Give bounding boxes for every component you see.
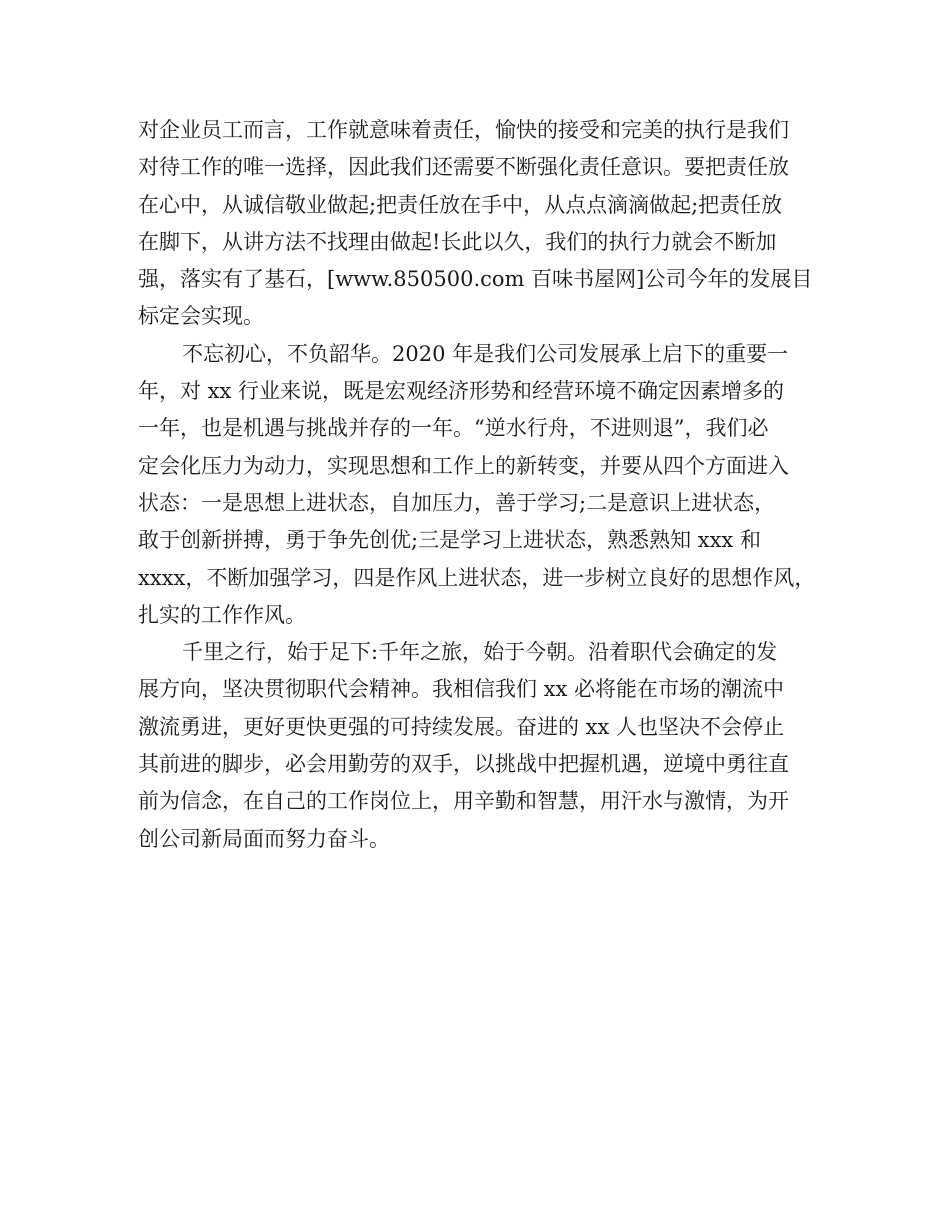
paragraph-3 [138, 634, 828, 858]
text-line: 其前进的脚步，必会用勤劳的双手，以挑战中把握机遇，逆境中勇往直 [138, 752, 789, 777]
text-line: 在脚下，从讲方法不找理由做起!长此以久，我们的执行力就会不断加 [138, 229, 777, 254]
text-line: 不忘初心，不负韶华。2020 年是我们公司发展承上启下的重要一 [182, 341, 789, 366]
text-line: 年，对 xx 行业来说，既是宏观经济形势和经营环境不确定因素增多的 [138, 379, 785, 404]
paragraph-2 [138, 336, 828, 634]
text-line: 前为信念，在自己的工作岗位上，用辛勤和智慧，用汗水与激情，为开 [138, 789, 789, 814]
text-line: 扎实的工作作风。 [138, 602, 306, 627]
text-line: 在心中，从诚信敬业做起;把责任放在手中，从点点滴滴做起;把责任放 [138, 192, 783, 217]
text-line: 标定会实现。 [138, 304, 264, 329]
text-line: 一年，也是机遇与挑战并存的一年。“逆水行舟，不进则退”，我们必 [138, 416, 769, 441]
text-line: 创公司新局面而努力奋斗。 [138, 826, 390, 851]
text-line: 强，落实有了基石，[www.850500.com 百味书屋网]公司今年的发展目 [138, 267, 813, 292]
text-line: 激流勇进，更好更快更强的可持续发展。奋进的 xx 人也坚决不会停止 [138, 714, 785, 739]
text-line: 对企业员工而言，工作就意味着责任，愉快的接受和完美的执行是我们 [138, 118, 789, 142]
paragraph-1 [138, 112, 828, 336]
document-body [138, 112, 828, 858]
text-line: xxxx，不断加强学习，四是作风上进状态，进一步树立良好的思想作风， [138, 565, 816, 590]
text-line: 定会化压力为动力，实现思想和工作上的新转变，并要从四个方面进入 [138, 453, 789, 478]
text-line: 敢于创新拼搏，勇于争先创优;三是学习上进状态，熟悉熟知 xxx 和 [138, 528, 761, 553]
text-line: 对待工作的唯一选择，因此我们还需要不断强化责任意识。要把责任放 [138, 155, 789, 180]
text-line: 展方向，坚决贯彻职代会精神。我相信我们 xx 必将能在市场的潮流中 [138, 677, 785, 702]
text-line: 千里之行，始于足下:千年之旅，始于今朝。沿着职代会确定的发 [182, 640, 778, 665]
text-line: 状态：一是思想上进状态，自加压力，善于学习;二是意识上进状态， [138, 490, 776, 515]
